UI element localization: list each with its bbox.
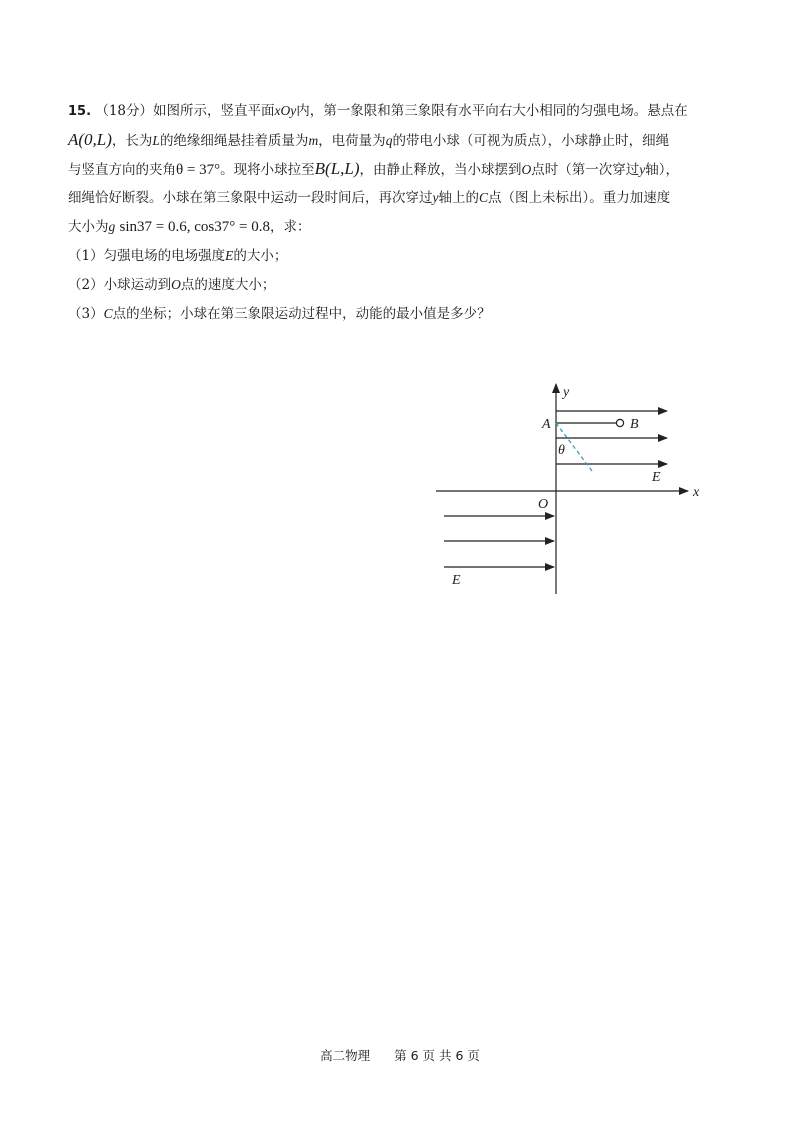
question-1 bbox=[68, 241, 740, 270]
text: （1）匀强电场的电场强度 bbox=[68, 248, 226, 264]
footer-subject: 高二物理 bbox=[320, 1048, 371, 1063]
problem-line-4 bbox=[68, 183, 740, 212]
var-C: C bbox=[103, 306, 113, 321]
text: 轴）， bbox=[645, 162, 680, 178]
point-a: A(0,L) bbox=[68, 130, 112, 149]
problem-line-5 bbox=[68, 212, 740, 241]
page-footer bbox=[0, 1046, 800, 1064]
text: 的大小； bbox=[233, 248, 288, 264]
field-diagram bbox=[420, 378, 710, 603]
text: 轴上的 bbox=[438, 190, 479, 206]
text: ，长为 bbox=[111, 133, 153, 149]
text: 。现将小球拉至 bbox=[220, 162, 315, 178]
var-y: y bbox=[432, 190, 439, 205]
theta-equation: θ = 37° bbox=[176, 162, 221, 178]
var-O: O bbox=[521, 162, 532, 177]
var-E: E bbox=[225, 248, 234, 263]
label-e-bottom: E bbox=[452, 573, 461, 588]
text: 细绳恰好断裂。小球在第三象限中运动一段时间后，再次穿过 bbox=[68, 190, 433, 206]
label-b: B bbox=[630, 417, 639, 432]
text: 大小为 bbox=[68, 219, 109, 235]
text: ，求： bbox=[269, 219, 311, 235]
text: （2）小球运动到 bbox=[68, 277, 172, 293]
point-b: B(L,L) bbox=[314, 159, 360, 178]
label-e-top: E bbox=[652, 470, 661, 485]
text: 点（图上未标出）。重力加速度 bbox=[488, 190, 671, 206]
label-theta: θ bbox=[558, 443, 565, 458]
text: ，由静止释放，当小球摆到 bbox=[359, 162, 522, 178]
label-a: A bbox=[542, 417, 551, 432]
plane-label: xOy bbox=[274, 103, 297, 118]
problem-15 bbox=[68, 96, 740, 328]
var-g: g bbox=[108, 219, 116, 234]
text: 的绝缘细绳悬挂着质量为 bbox=[159, 133, 309, 149]
text: 点时（第一次穿过 bbox=[531, 162, 640, 178]
text: 如图所示，竖直平面 bbox=[153, 103, 275, 119]
var-C: C bbox=[479, 190, 489, 205]
question-2 bbox=[68, 270, 740, 299]
text: 点的坐标；小球在第三象限运动过程中，动能的最小值是多少？ bbox=[112, 306, 491, 322]
var-O: O bbox=[171, 277, 181, 292]
footer-page: 第 6 页 共 6 页 bbox=[394, 1048, 480, 1063]
label-o: O bbox=[538, 497, 549, 512]
text: ，电荷量为 bbox=[318, 133, 386, 149]
problem-line-1 bbox=[68, 96, 740, 125]
text: 与竖直方向的夹角 bbox=[68, 162, 176, 178]
ball-b bbox=[616, 419, 623, 426]
text: （3） bbox=[68, 306, 104, 322]
problem-line-3 bbox=[68, 154, 740, 183]
var-q: q bbox=[385, 133, 393, 148]
label-y: y bbox=[563, 385, 570, 400]
text: 的带电小球（可视为质点），小球静止时，细绳 bbox=[392, 133, 670, 149]
var-y: y bbox=[639, 162, 646, 177]
question-3 bbox=[68, 299, 740, 328]
text: 点的速度大小； bbox=[180, 277, 276, 293]
var-L: L bbox=[152, 133, 160, 148]
var-m: m bbox=[308, 133, 319, 148]
problem-number: 15. bbox=[68, 104, 92, 119]
problem-score: （18分） bbox=[95, 103, 154, 119]
problem-line-2 bbox=[68, 125, 740, 154]
text: 内，第一象限和第三象限有水平向右大小相同的匀强电场。悬点在 bbox=[296, 103, 688, 119]
trig-values: sin37 = 0.6, cos37° = 0.8 bbox=[119, 219, 270, 235]
label-x: x bbox=[693, 485, 700, 500]
